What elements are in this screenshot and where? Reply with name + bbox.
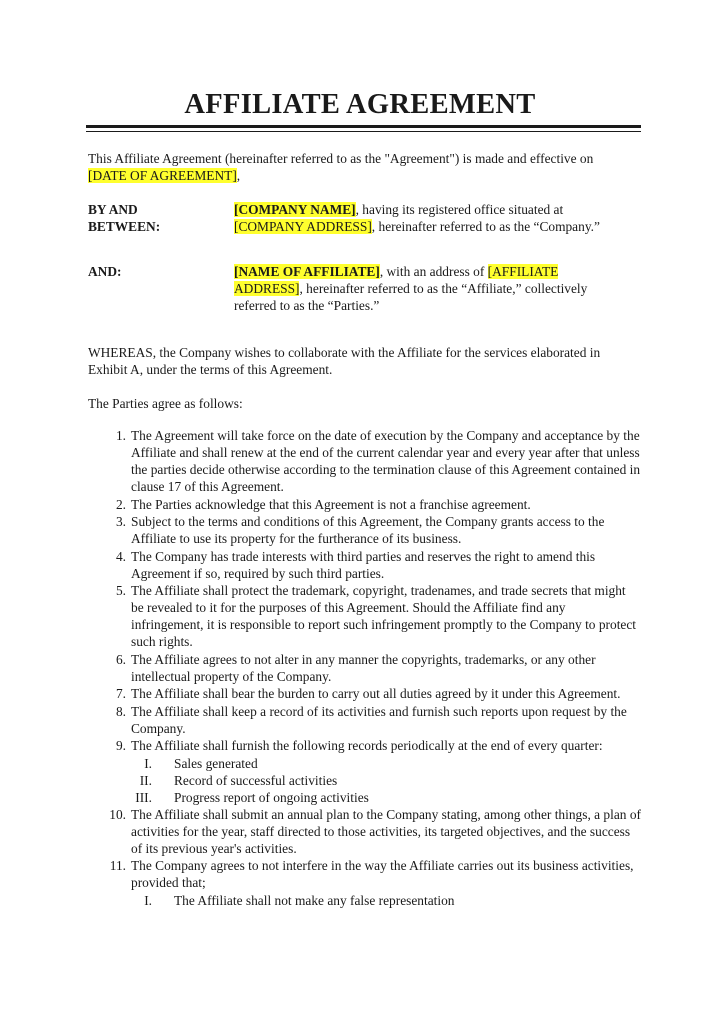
list-item-number: 2. [115,496,126,512]
party2-label: AND: [88,264,122,279]
clause-list [0,427,720,909]
party1-text [234,201,604,235]
company-name-placeholder: [COMPANY NAME] [234,202,356,217]
list-item [0,496,720,513]
list-item [0,513,720,547]
sub-list-item [0,789,720,806]
sub-list-item-text: Progress report of ongoing activities [174,789,369,805]
sub-list-item-number: II. [139,772,152,788]
intro-end: , [236,168,241,183]
list-item [0,427,720,495]
list-item-number: 7. [115,686,126,701]
list-item [0,857,720,891]
party1-label-line2: BETWEEN: [88,219,161,234]
sub-list-item [0,772,720,789]
list-item [0,703,720,737]
list-item-number: 4. [115,548,126,564]
list-item-text: The Affiliate shall keep a record of its activities and furnish such reports upon request by the Company. [131,703,627,736]
sub-list-item [0,755,720,772]
title-rule-thick [86,125,641,128]
list-item-number: 5. [115,583,126,598]
list-item [0,806,720,857]
list-item [0,651,720,685]
list-item-text: The Agreement will take force on the date of execution by the Company and acceptance by the Affiliate and shall renew at the end of the current calendar year and every year after that unless the parties decide otherwise according to the termination clause of this Agreement contained in clause 17 of this Agreement. [131,428,641,494]
sub-list-item-number: I. [144,892,152,908]
sub-list-item-number: I. [144,755,152,771]
list-item-number: 8. [115,703,126,719]
party2-mid: , with an address of [379,264,485,279]
whereas-paragraph: WHEREAS, the Company wishes to collaborate with the Affiliate for the services elaborated in Exhibit A, under the terms of this Agreement. [88,345,601,377]
party1-end: , hereinafter referred to as the “Company.” [371,219,600,234]
list-item-number: 11. [109,858,126,873]
document-title: AFFILIATE AGREEMENT [184,89,536,120]
party1-label [88,201,218,235]
list-item-number: 10. [109,806,126,822]
list-item [0,548,720,582]
list-item [0,582,720,650]
list-item-number: 3. [115,514,126,529]
list-item-text: Subject to the terms and conditions of this Agreement, the Company grants access to the Affiliate to use its property for the furtherance of its business. [131,514,605,546]
list-item-number: 6. [115,651,126,667]
sub-list-item-text: The Affiliate shall not make any false representation [174,892,455,908]
list-item-number: 1. [115,428,126,443]
list-item-text: The Affiliate shall bear the burden to carry out all duties agreed by it under this Agreement. [131,686,621,701]
agree-paragraph: The Parties agree as follows: [88,396,243,411]
intro-paragraph [88,150,628,184]
party2-end: , hereinafter referred to as the “Affiliate,” collectively referred to as the “Parties.” [234,281,588,313]
list-item [0,737,720,754]
party2-text [234,263,604,314]
intro-text: This Affiliate Agreement (hereinafter referred to as the "Agreement") is made and effective on [88,151,594,166]
sub-list-item-text: Record of successful activities [174,772,338,788]
date-placeholder: [DATE OF AGREEMENT] [88,168,237,183]
sub-list-item-number: III. [135,789,152,805]
list-item-text: The Company has trade interests with third parties and reserves the right to amend this Agreement if so, required by such third parties. [131,548,596,581]
affiliate-name-placeholder: [NAME OF AFFILIATE] [234,264,380,279]
party1-mid: , having its registered office situated at [355,202,564,217]
sub-list-item [0,892,720,909]
title-rule-thin [86,131,641,132]
list-item-text: The Company agrees to not interfere in the way the Affiliate carries out its business activities, provided that; [131,858,634,890]
list-item-text: The Parties acknowledge that this Agreement is not a franchise agreement. [131,496,531,512]
party1-label-line1: BY AND [88,202,138,217]
list-item-text: The Affiliate shall furnish the following records periodically at the end of every quarter: [131,738,603,753]
company-address-placeholder: [COMPANY ADDRESS] [234,219,372,234]
list-item-text: The Affiliate agrees to not alter in any manner the copyrights, trademarks, or any other intellectual property of the Company. [131,651,596,684]
sub-list-item-text: Sales generated [174,755,258,771]
list-item-number: 9. [115,738,126,753]
affiliate-address-placeholder: [AFFILIATE ADDRESS] [234,264,559,296]
list-item [0,685,720,702]
list-item-text: The Affiliate shall protect the trademark, copyright, tradenames, and trade secrets that might be revealed to it for the purposes of this Agreement. Should the Affiliate find any infringement, it is responsible to report such infringement promptly to the Company to protect such rights. [131,583,637,649]
list-item-text: The Affiliate shall submit an annual plan to the Company stating, among other things, a plan of activities for the year, staff directed to those activities, its targeted objectives, and the success of its previous year's activities. [131,806,641,856]
